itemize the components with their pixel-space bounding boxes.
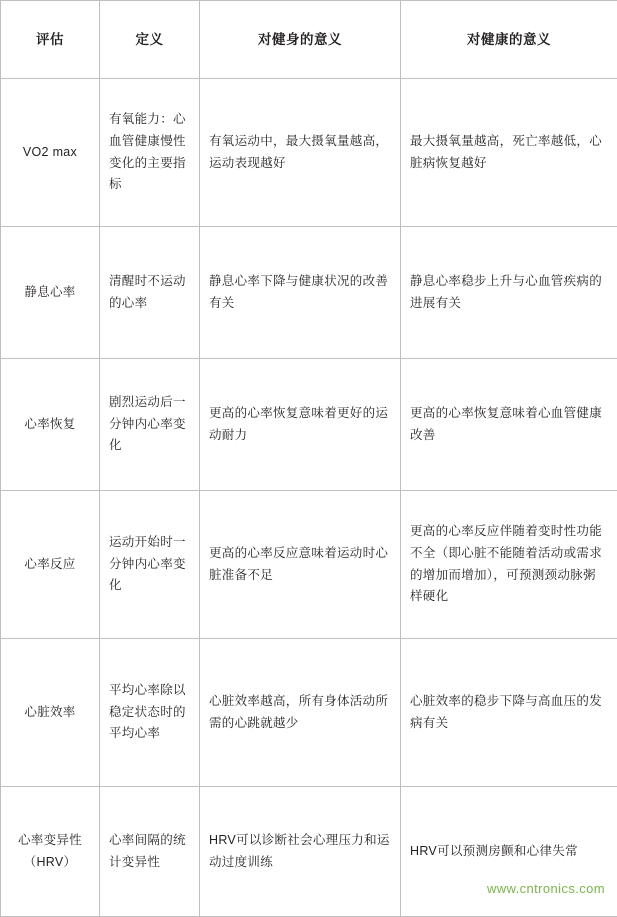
table-row <box>1 491 617 639</box>
cell-assessment: 心率反应 <box>1 491 100 639</box>
column-header-health-meaning: 对健康的意义 <box>401 1 617 79</box>
cell-definition: 运动开始时一分钟内心率变化 <box>100 491 200 639</box>
table-row <box>1 227 617 359</box>
table-header-row <box>1 1 617 79</box>
table-row <box>1 359 617 491</box>
cell-assessment: 静息心率 <box>1 227 100 359</box>
cell-health-meaning: 最大摄氧量越高，死亡率越低，心脏病恢复越好 <box>401 79 617 227</box>
table-body <box>1 79 617 917</box>
column-header-assessment: 评估 <box>1 1 100 79</box>
cell-assessment: 心脏效率 <box>1 639 100 787</box>
cell-fitness-meaning: HRV可以诊断社会心理压力和运动过度训练 <box>200 787 401 917</box>
cell-health-meaning: 更高的心率反应伴随着变时性功能不全（即心脏不能随着活动或需求的增加而增加），可预测颈动脉粥样硬化 <box>401 491 617 639</box>
table-row <box>1 787 617 917</box>
table-row <box>1 639 617 787</box>
cell-health-meaning: 静息心率稳步上升与心血管疾病的进展有关 <box>401 227 617 359</box>
cell-fitness-meaning: 更高的心率反应意味着运动时心脏准备不足 <box>200 491 401 639</box>
cell-assessment: 心率恢复 <box>1 359 100 491</box>
cell-health-meaning: HRV可以预测房颤和心律失常 <box>401 787 617 917</box>
table-row <box>1 79 617 227</box>
cell-assessment: VO2 max <box>1 79 100 227</box>
cell-definition: 清醒时不运动的心率 <box>100 227 200 359</box>
cell-health-meaning: 更高的心率恢复意味着心血管健康改善 <box>401 359 617 491</box>
cell-health-meaning: 心脏效率的稳步下降与高血压的发病有关 <box>401 639 617 787</box>
cell-definition: 有氧能力：心血管健康慢性变化的主要指标 <box>100 79 200 227</box>
cell-definition: 心率间隔的统计变异性 <box>100 787 200 917</box>
table-header <box>1 1 617 79</box>
cell-definition: 平均心率除以稳定状态时的平均心率 <box>100 639 200 787</box>
watermark: www.cntronics.com <box>487 881 605 896</box>
cell-definition: 剧烈运动后一分钟内心率变化 <box>100 359 200 491</box>
cell-fitness-meaning: 有氧运动中，最大摄氧量越高，运动表现越好 <box>200 79 401 227</box>
cell-fitness-meaning: 静息心率下降与健康状况的改善有关 <box>200 227 401 359</box>
column-header-fitness-meaning: 对健身的意义 <box>200 1 401 79</box>
cell-fitness-meaning: 更高的心率恢复意味着更好的运动耐力 <box>200 359 401 491</box>
column-header-definition: 定义 <box>100 1 200 79</box>
cell-assessment: 心率变异性（HRV） <box>1 787 100 917</box>
cell-fitness-meaning: 心脏效率越高，所有身体活动所需的心跳就越少 <box>200 639 401 787</box>
